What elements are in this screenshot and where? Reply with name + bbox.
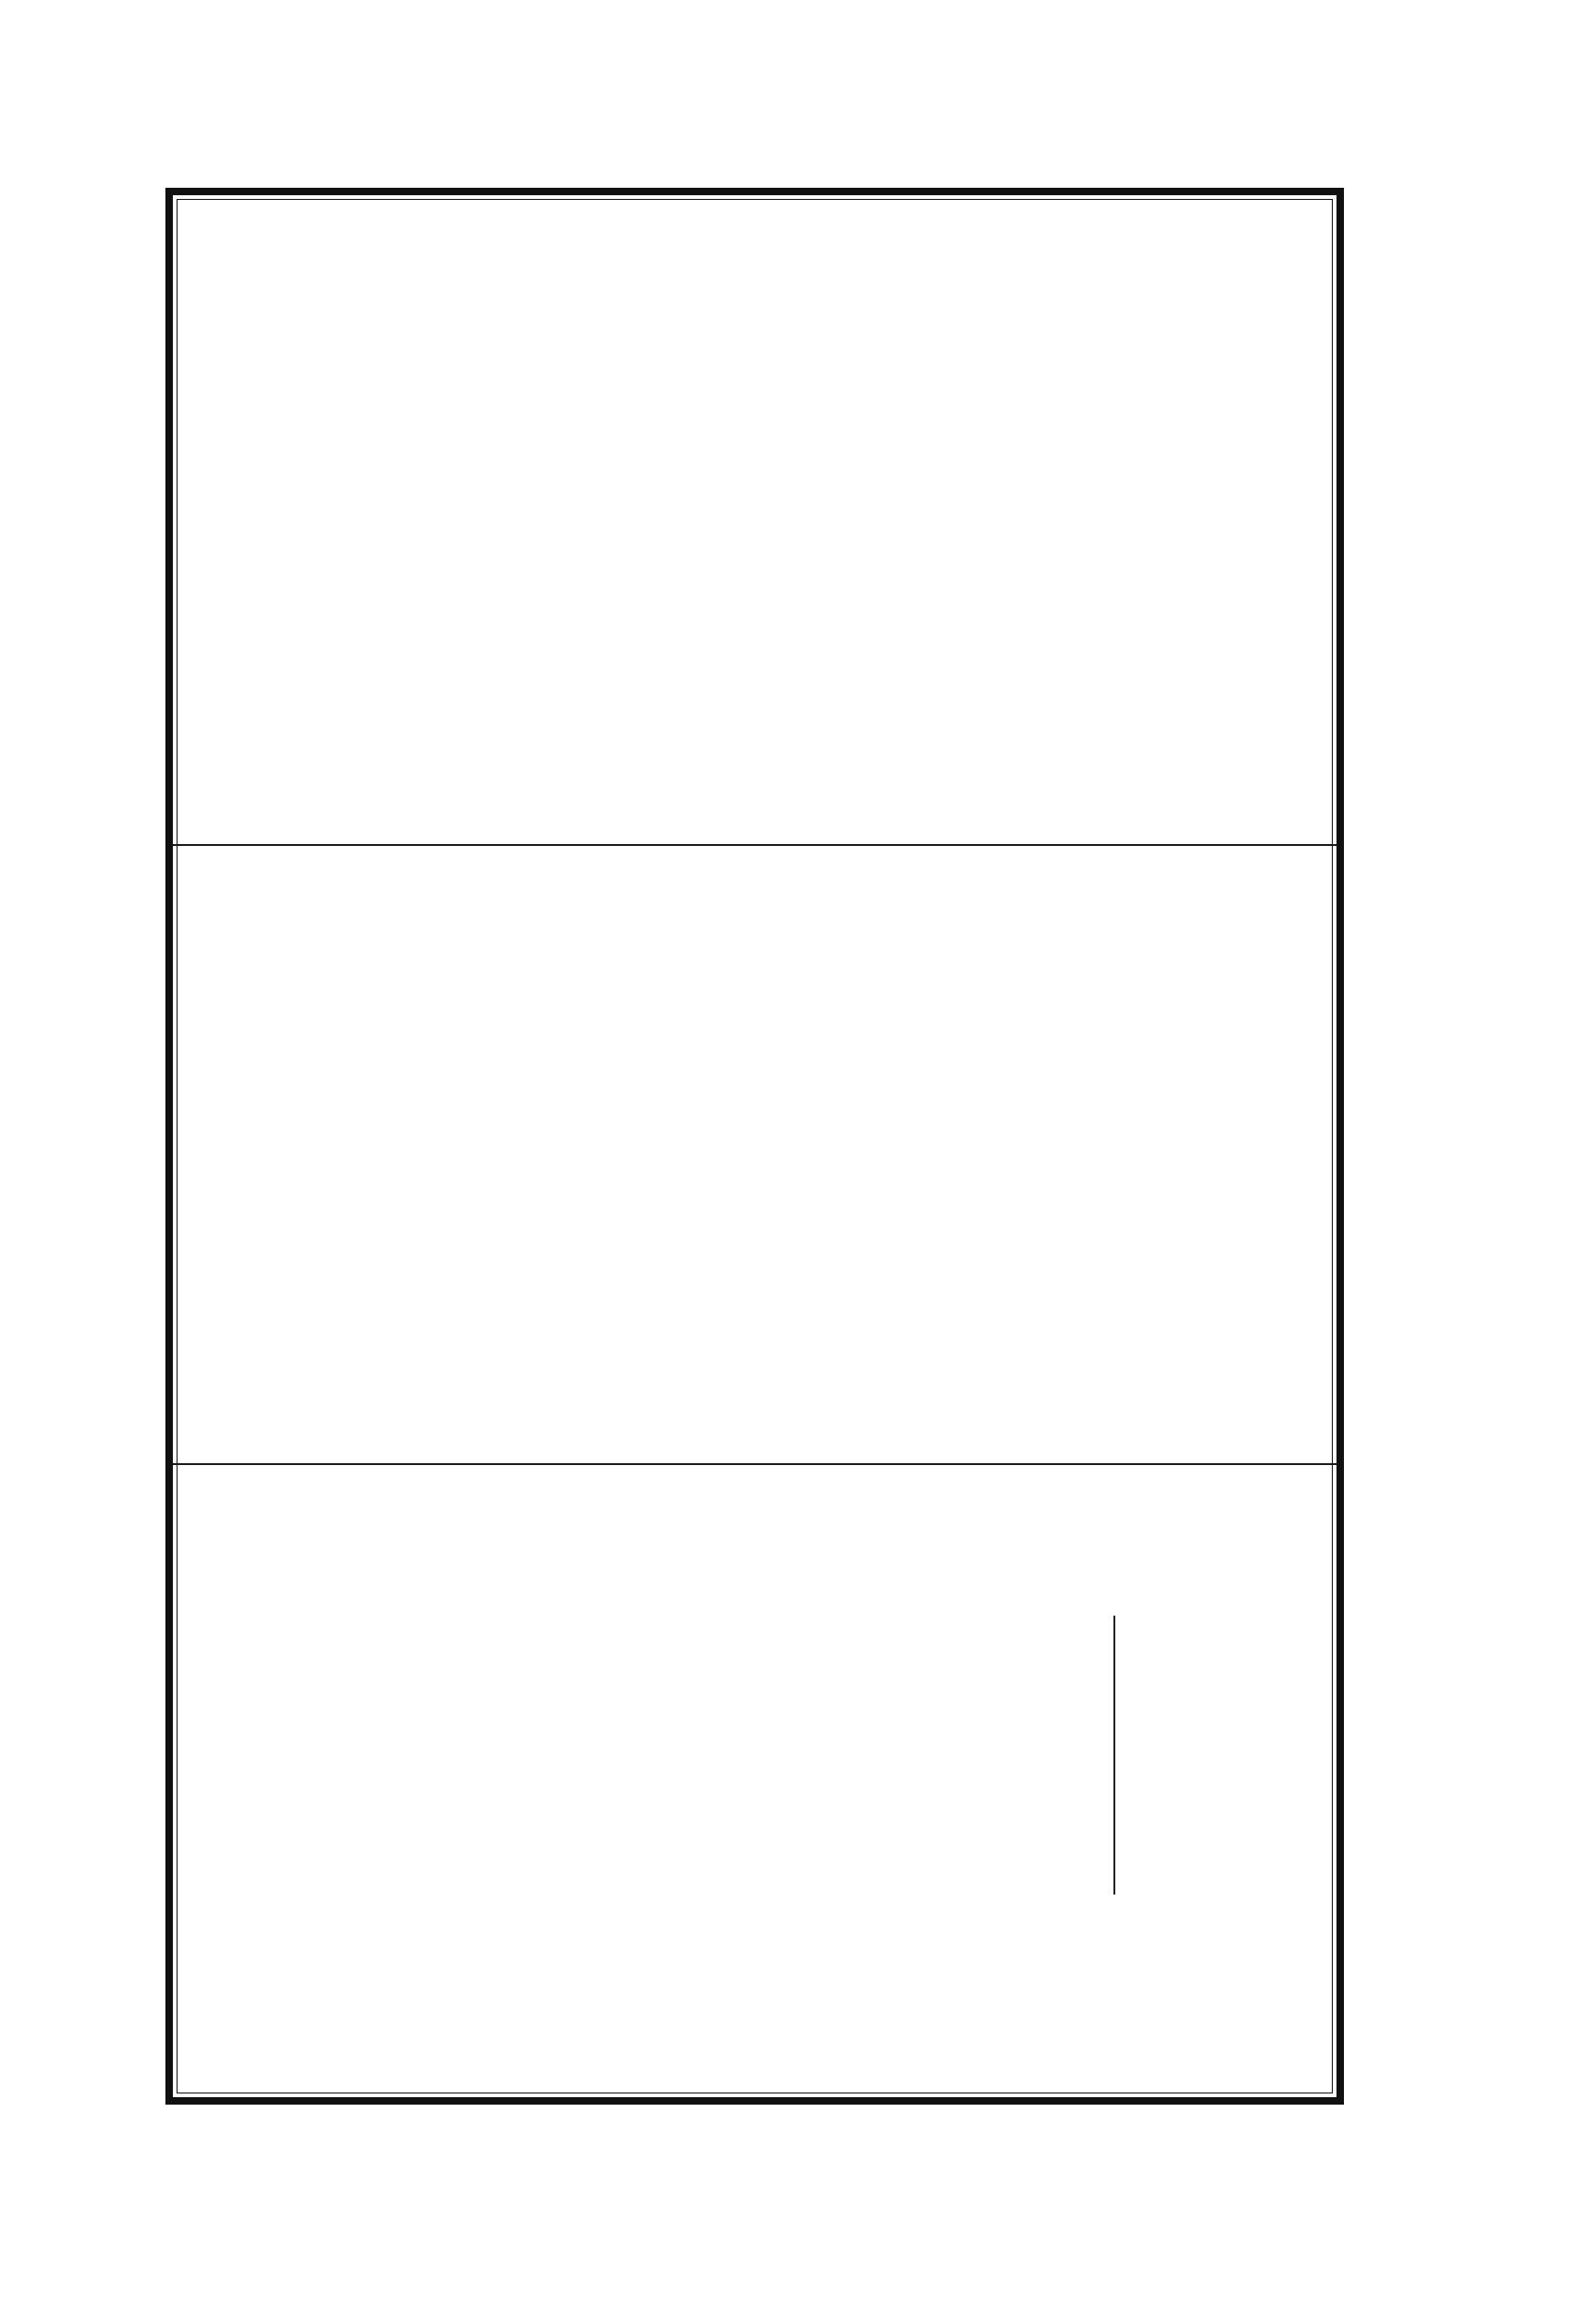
section-divider [173,1463,1336,1465]
bracket-line [1113,1616,1115,1895]
section-divider [173,844,1336,846]
watermark [771,1143,1292,1274]
